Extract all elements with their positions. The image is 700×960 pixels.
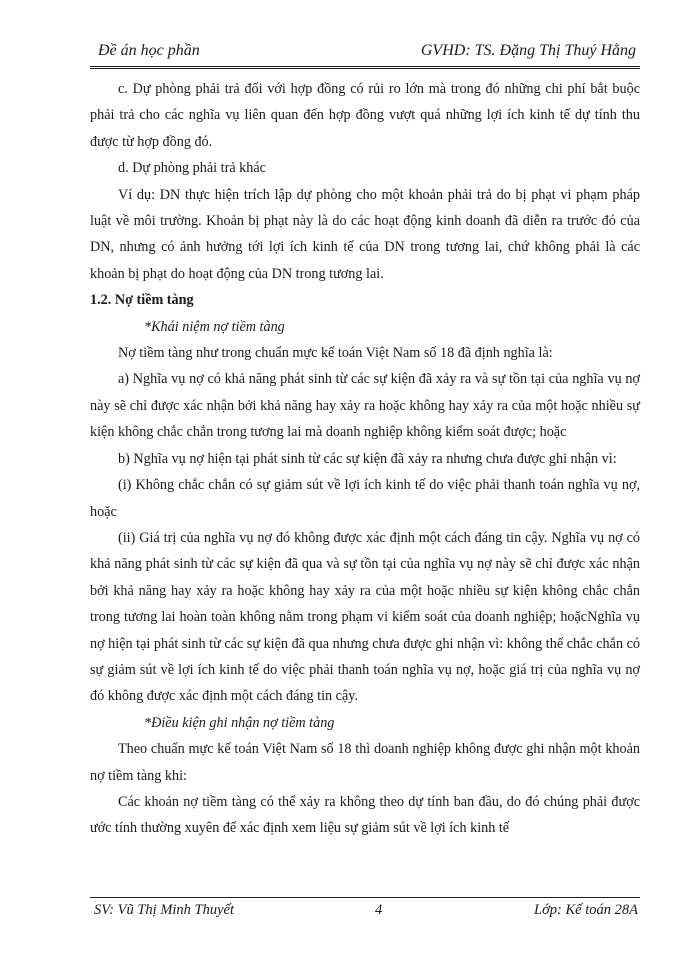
- paragraph: Các khoản nợ tiềm tàng có thể xảy ra không theo dự tính ban đầu, do đó chúng phải được ước tính thường xuyên để xác định xem liệu sự giảm sút về lợi ích kinh tế: [90, 793, 640, 837]
- header-course-title: Đề án học phần: [98, 42, 200, 59]
- page-footer: [90, 897, 640, 922]
- page-body: [90, 76, 640, 842]
- paragraph: a) Nghĩa vụ nợ có khả năng phát sinh từ các sự kiện đã xảy ra và sự tồn tại của nghĩa vụ nợ này sẽ chỉ được xác nhận bởi khả năng hay xảy ra hoặc không hay xảy ra của một hoặc nhiều sự kiện không chắc chắn trong tương lai mà doanh nghiệp không kiểm soát được; hoặc: [90, 371, 640, 441]
- paragraph: b) Nghĩa vụ nợ hiện tại phát sinh từ các sự kiện đã xảy ra nhưng chưa được ghi nhận vì:: [118, 450, 617, 467]
- footer-class-name: Lớp: Kế toán 28A: [534, 902, 638, 918]
- subheading: *Khái niệm nợ tiềm tàng: [144, 318, 285, 335]
- footer-student-name: SV: Vũ Thị Minh Thuyết: [94, 902, 235, 918]
- paragraph: c. Dự phòng phải trả đối với hợp đồng có rủi ro lớn mà trong đó những chi phí bắt buộc phải trả cho các nghĩa vụ liên quan đến hợp đồng vượt quá những lợi ích kinh tế dự tính thu được từ hợp đồng đó.: [90, 81, 640, 150]
- paragraph: Nợ tiềm tàng như trong chuẩn mực kế toán Việt Nam số 18 đã định nghĩa là:: [118, 345, 553, 362]
- paragraph: Ví dụ: DN thực hiện trích lập dự phòng cho một khoản phải trả do bị phạt vi phạm pháp luật về môi trường. Khoản bị phạt này là do các hoạt động kinh doanh đã diễn ra trước đó của DN, nhưng có ảnh hưởng tới lợi ích kinh tế của DN trong tương lai, chứ không phải là các khoản bị phạt do hoạt động của DN trong tương lai.: [90, 186, 640, 282]
- subheading: *Điều kiện ghi nhận nợ tiềm tàng: [144, 714, 335, 731]
- footer-page-number: 4: [375, 902, 383, 918]
- paragraph: (i) Không chắc chắn có sự giảm sút về lợi ích kinh tế do việc phải thanh toán nghĩa vụ nợ, hoặc: [90, 477, 640, 520]
- page-header: [90, 40, 640, 69]
- section-heading: 1.2. Nợ tiềm tàng: [90, 292, 194, 309]
- paragraph: d. Dự phòng phải trả khác: [118, 160, 266, 177]
- header-supervisor: GVHD: TS. Đặng Thị Thuý Hằng: [420, 42, 636, 59]
- paragraph: (ii) Giá trị của nghĩa vụ nợ đó không được xác định một cách đáng tin cậy. Nghĩa vụ nợ có khả năng phát sinh từ các sự kiện đã qua và sự tồn tại của nghĩa vụ nợ này sẽ chỉ được xác nhận bởi khả năng hay xảy ra hoặc không hay xảy ra của một hoặc nhiều sự kiện không chắc chắn trong tương lai hoàn toàn không nằm trong phạm vi kiểm soát của doanh nghiệp; hoặcNghĩa vụ nợ hiện tại phát sinh từ các sự kiện đã qua nhưng chưa được ghi nhận vì: không thể chắc chắn có sự giảm sút về lợi ích kinh tế do việc phải thanh toán nghĩa vụ nợ, hoặc giá trị của nghĩa vụ nợ đó không được xác định một cách đáng tin cậy.: [90, 529, 640, 705]
- paragraph: Theo chuẩn mực kế toán Việt Nam số 18 thì doanh nghiệp không được ghi nhận một khoản nợ tiềm tàng khi:: [90, 741, 640, 784]
